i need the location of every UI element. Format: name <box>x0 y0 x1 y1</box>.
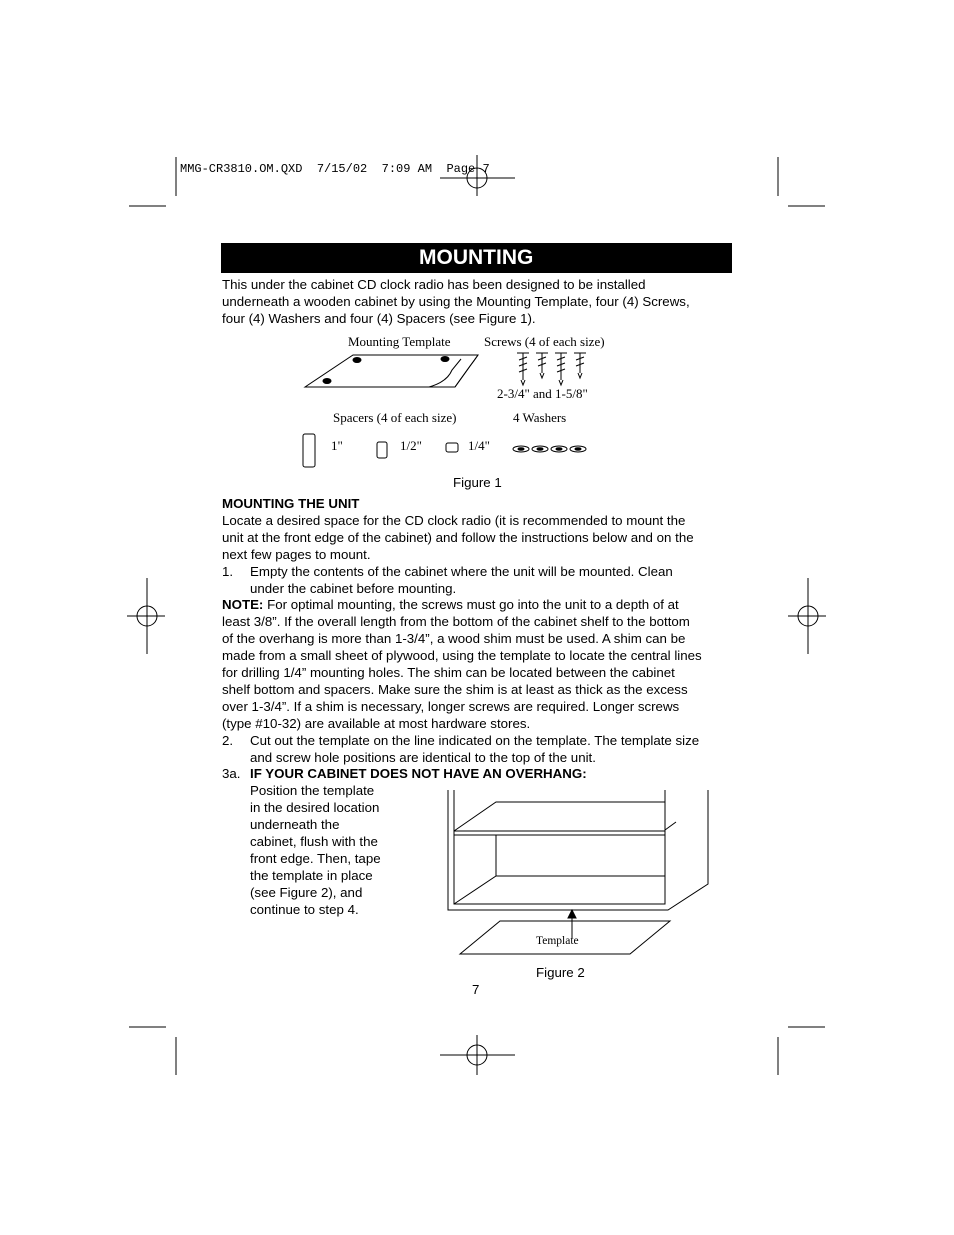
intro-line: This under the cabinet CD clock radio has been designed to be installed <box>222 277 646 292</box>
step-line: Cut out the template on the line indicated on the template. The template size <box>250 732 700 748</box>
spacer-size-label: 1/2" <box>400 438 422 453</box>
step-line: front edge. Then, tape <box>250 851 381 866</box>
figure-1-screws-label: Screws (4 of each size) <box>484 334 605 349</box>
cabinet-drawing <box>448 790 708 910</box>
figure-1-illustration <box>295 330 615 475</box>
figure-2-caption: Figure 2 <box>536 965 585 980</box>
step-line: under the cabinet before mounting. <box>250 580 457 596</box>
figure-1-caption: Figure 1 <box>453 475 502 490</box>
spacer-size-label: 1/4" <box>468 438 490 453</box>
note-line: least 3/8”. If the overall length from the bottom of the cabinet shelf to the bottom <box>222 614 690 630</box>
step-3a-heading: IF YOUR CABINET DOES NOT HAVE AN OVERHANG: <box>250 766 587 782</box>
step-line: and screw hole positions are identical to the top of the unit. <box>250 749 596 765</box>
figure-1-spacers-label: Spacers (4 of each size) <box>333 410 457 425</box>
figure-2-illustration <box>440 788 730 960</box>
step-2-text <box>250 733 750 767</box>
step-number: 2. <box>222 732 234 748</box>
intro-line: four (4) Washers and four (4) Spacers (see Figure 1). <box>222 310 536 326</box>
spacer-size-label: 1" <box>331 438 343 453</box>
step-number: 1. <box>222 563 234 579</box>
section-banner <box>221 243 732 273</box>
spacers-drawing <box>303 434 458 467</box>
page-number: 7 <box>472 982 480 997</box>
note-line: shelf bottom and spacers. Make sure the shim is at least as thick as the excess <box>222 681 688 697</box>
note-line: over 1-3/4”. If a shim is necessary, longer screws are required. Longer screws <box>222 698 680 714</box>
step-line: the template in place <box>250 867 373 883</box>
arrow-icon <box>568 910 576 938</box>
washers-drawing <box>513 446 586 452</box>
file-stamp: MMG-CR3810.OM.QXD 7/15/02 7:09 AM Page 7 <box>180 162 490 176</box>
step-2 <box>222 733 742 767</box>
step-line: cabinet, flush with the <box>250 834 378 850</box>
step-line: underneath the <box>250 817 340 833</box>
section-title: MOUNTING <box>419 246 534 269</box>
note-line: (type #10-32) are available at most hardware stores. <box>222 715 531 731</box>
crosshair-bottom <box>440 1035 515 1075</box>
mounting-template-drawing <box>305 355 478 387</box>
note-paragraph <box>222 597 742 732</box>
note-line: of the overhang is more than 1-3/4”, a wood shim must be used. A shim can be <box>222 631 686 647</box>
figure-1-screw-sizes: 2-3/4" and 1-5/8" <box>497 386 588 401</box>
note-line: for drilling 1/4” mounting holes. The shim can be located between the cabinet <box>222 665 675 681</box>
step-1-text <box>250 564 673 598</box>
note-label: NOTE: <box>222 597 264 613</box>
figure-1-template-label: Mounting Template <box>348 334 451 349</box>
mounting-unit-heading: MOUNTING THE UNIT <box>222 496 360 511</box>
step-line: in the desired location <box>250 800 380 816</box>
paragraph-line: unit at the front edge of the cabinet) and follow the instructions below and on the <box>222 529 694 545</box>
paragraph-line: Locate a desired space for the CD clock radio (it is recommended to mount the <box>222 512 686 528</box>
note-line: made from a small sheet of plywood, using the template to locate the central lines <box>222 648 702 664</box>
crosshair-left <box>127 578 165 654</box>
figure-1-washers-label: 4 Washers <box>513 410 567 425</box>
intro-line: underneath a wooden cabinet by using the Mounting Template, four (4) Screws, <box>222 293 690 309</box>
note-line: For optimal mounting, the screws must go into the unit to a depth of at <box>263 597 679 613</box>
step-line: Empty the contents of the cabinet where the unit will be mounted. Clean <box>250 563 673 579</box>
figure-2-template-label: Template <box>536 935 579 947</box>
step-line: continue to step 4. <box>250 901 359 917</box>
step-line: Position the template <box>250 783 375 799</box>
step-line: (see Figure 2), and <box>250 884 363 900</box>
screws-drawing <box>517 353 586 385</box>
step-number: 3a. <box>222 766 241 782</box>
crosshair-right <box>788 578 826 654</box>
mounting-unit-section <box>222 496 742 917</box>
intro-paragraph <box>222 277 742 328</box>
paragraph-line: next few pages to mount. <box>222 546 371 562</box>
step-1 <box>222 564 742 598</box>
